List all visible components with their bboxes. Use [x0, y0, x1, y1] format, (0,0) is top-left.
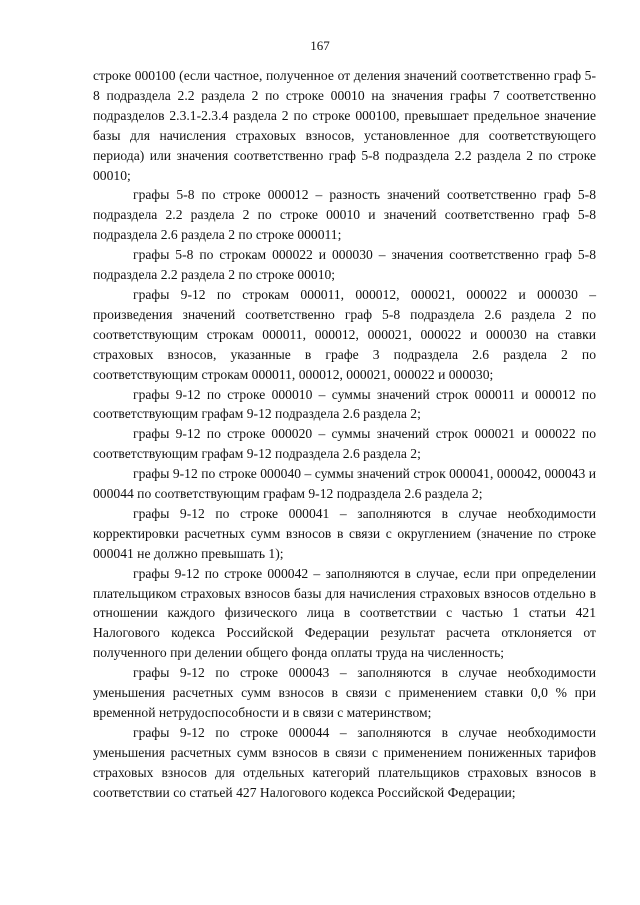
- paragraph-columns-9-12-products: графы 9-12 по строкам 000011, 000012, 000021, 000022 и 000030 – произведения значений соответственно граф 5-8 подраздела 2.6 раздела 2 по соответствующим строкам 000011, 000012, 000021, 000022 и 000030 на ставки страховых взносов, указанные в графе 3 подраздела 2.6 раздела 2 по соответствующим строкам 000011, 000012, 000021, 000022 и 000030;: [93, 286, 596, 382]
- paragraph-row-000010: графы 9-12 по строке 000010 – суммы значений строк 000011 и 000012 по соответствующим графам 9-12 подраздела 2.6 раздела 2;: [93, 386, 596, 422]
- document-body: [93, 66, 596, 803]
- paragraph-row-000042: графы 9-12 по строке 000042 – заполняются в случае, если при определении плательщиком страховых взносов базы для начисления страховых взносов отдельно в отношении каждого физического лица в соответствии с частью 1 статьи 421 Налогового кодекса Российской Федерации результат расчета отклоняется от полученного при делении общего фонда оплаты труда на численность;: [93, 565, 596, 661]
- paragraph-row-000012: графы 5-8 по строке 000012 – разность значений соответственно граф 5-8 подраздела 2.2 раздела 2 по строке 00010 и значений соответственно граф 5-8 подраздела 2.6 раздела 2 по строке 000011;: [93, 187, 596, 243]
- paragraph-row-000044: графы 9-12 по строке 000044 – заполняются в случае необходимости уменьшения расчетных сумм взносов в связи с применением пониженных тарифов страховых взносов для отдельных категорий плательщиков страховых взносов в соответствии со статьей 427 Налогового кодекса Российской Федерации;: [93, 724, 596, 800]
- paragraph-row-000043: графы 9-12 по строке 000043 – заполняются в случае необходимости уменьшения расчетных сумм взносов в связи с применением ставки 0,0 % при временной нетрудоспособности и в связи с материнством;: [93, 665, 596, 720]
- paragraph-row-000020: графы 9-12 по строке 000020 – суммы значений строк 000021 и 000022 по соответствующим графам 9-12 подраздела 2.6 раздела 2;: [93, 426, 596, 462]
- paragraph-rows-000022-000030: графы 5-8 по строкам 000022 и 000030 – значения соответственно граф 5-8 подраздела 2.2 раздела 2 по строке 00010;: [93, 247, 596, 283]
- paragraph-row-000100-continuation: строке 000100 (если частное, полученное от деления значений соответственно граф 5-8 подраздела 2.2 раздела 2 по строке 00010 на значения графы 7 соответственно подразделов 2.3.1-2.3.4 раздела 2 по строке 000100, превышает предельное значение базы для начисления страховых взносов, установленное для соответствующего периода) или значения соответственно граф 5-8 подраздела 2.2 раздела 2 по строке 00010;: [93, 68, 596, 183]
- paragraph-row-000041: графы 9-12 по строке 000041 – заполняются в случае необходимости корректировки расчетных сумм взносов в связи с округлением (значение по строке 000041 не должно превышать 1);: [93, 505, 596, 561]
- paragraph-row-000040: графы 9-12 по строке 000040 – суммы значений строк 000041, 000042, 000043 и 000044 по соответствующим графам 9-12 подраздела 2.6 раздела 2;: [93, 466, 596, 502]
- page-number: 167: [310, 38, 330, 53]
